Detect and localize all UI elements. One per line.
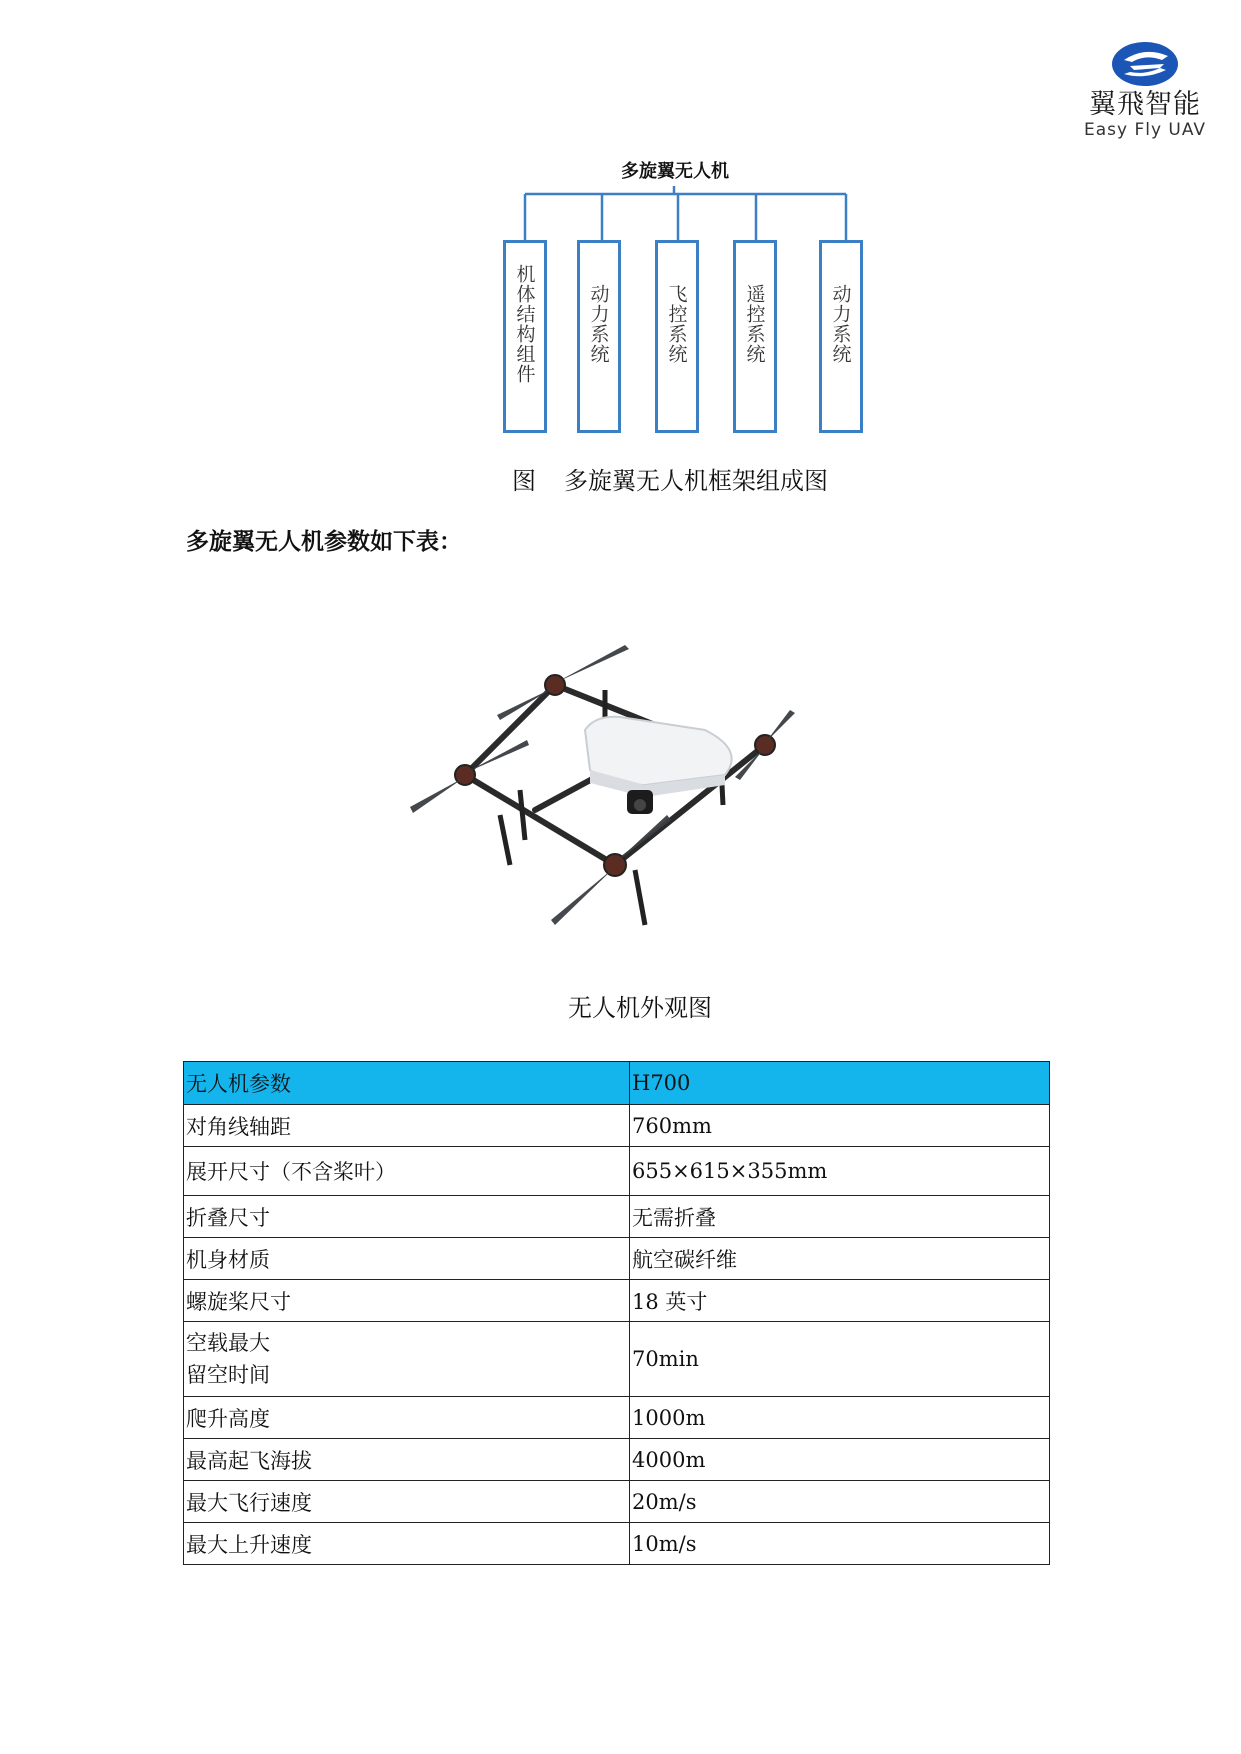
section-intro: 多旋翼无人机参数如下表： (186, 529, 462, 555)
figure-prefix: 图 (512, 467, 536, 495)
param-name-cell: 对角线轴距 (184, 1105, 630, 1147)
param-name-cell: 爬升高度 (184, 1397, 630, 1439)
param-value-cell: 航空碳纤维 (630, 1238, 1050, 1280)
param-name-line: 留空时间 (186, 1363, 270, 1387)
param-value-cell: 4000m (630, 1439, 1050, 1481)
diagram-box-remote-control (733, 240, 777, 433)
param-name-line: 空载最大 (186, 1331, 270, 1355)
parameters-table (183, 1061, 1050, 1565)
diagram-box-power (577, 240, 621, 433)
param-name-cell: 最高起飞海拔 (184, 1439, 630, 1481)
param-value-cell: 20m/s (630, 1481, 1050, 1523)
param-name-cell: 展开尺寸（不含桨叶） (184, 1147, 630, 1196)
param-value-cell: 10m/s (630, 1523, 1050, 1565)
table-header-row (184, 1062, 1050, 1105)
param-name-cell: 最大上升速度 (184, 1523, 630, 1565)
param-name-cell: 折叠尺寸 (184, 1196, 630, 1238)
table-row (184, 1439, 1050, 1481)
diagram-box-flight-control (655, 240, 699, 433)
diagram-box-label: 动力系统 (829, 284, 852, 364)
table-row (184, 1397, 1050, 1439)
table-row (184, 1147, 1050, 1196)
table-row (184, 1105, 1050, 1147)
table-row (184, 1322, 1050, 1397)
diagram-box-label: 机体结构组件 (513, 264, 536, 384)
param-name-cell: 最大飞行速度 (184, 1481, 630, 1523)
table-header-cell: H700 (630, 1062, 1050, 1105)
table-row (184, 1238, 1050, 1280)
param-name-cell (184, 1322, 630, 1397)
param-value-cell: 655×615×355mm (630, 1147, 1050, 1196)
param-name-cell: 螺旋桨尺寸 (184, 1280, 630, 1322)
figure-caption-text: 多旋翼无人机框架组成图 (564, 467, 828, 495)
param-value-cell: 18 英寸 (630, 1280, 1050, 1322)
table-row (184, 1280, 1050, 1322)
diagram-box-label: 飞控系统 (665, 284, 688, 364)
param-value-cell: 70min (630, 1322, 1050, 1397)
diagram-box-label: 遥控系统 (743, 284, 766, 364)
diagram-box-frame (503, 240, 547, 433)
table-row (184, 1196, 1050, 1238)
table-header-cell: 无人机参数 (184, 1062, 630, 1105)
diagram-box-label: 动力系统 (587, 284, 610, 364)
param-name-cell: 机身材质 (184, 1238, 630, 1280)
logo-english-name: Easy Fly UAV (1083, 120, 1207, 140)
logo-chinese-name: 翼飛智能 (1089, 89, 1201, 120)
param-value-cell: 无需折叠 (630, 1196, 1050, 1238)
table-row (184, 1481, 1050, 1523)
photo-caption: 无人机外观图 (568, 994, 712, 1022)
diagram-caption (420, 461, 960, 496)
table-row (184, 1523, 1050, 1565)
diagram-root-label: 多旋翼无人机 (621, 161, 729, 182)
diagram-box-power-2 (819, 240, 863, 433)
param-value-cell: 1000m (630, 1397, 1050, 1439)
param-value-cell: 760mm (630, 1105, 1050, 1147)
drone-photo-illustration (405, 635, 845, 935)
